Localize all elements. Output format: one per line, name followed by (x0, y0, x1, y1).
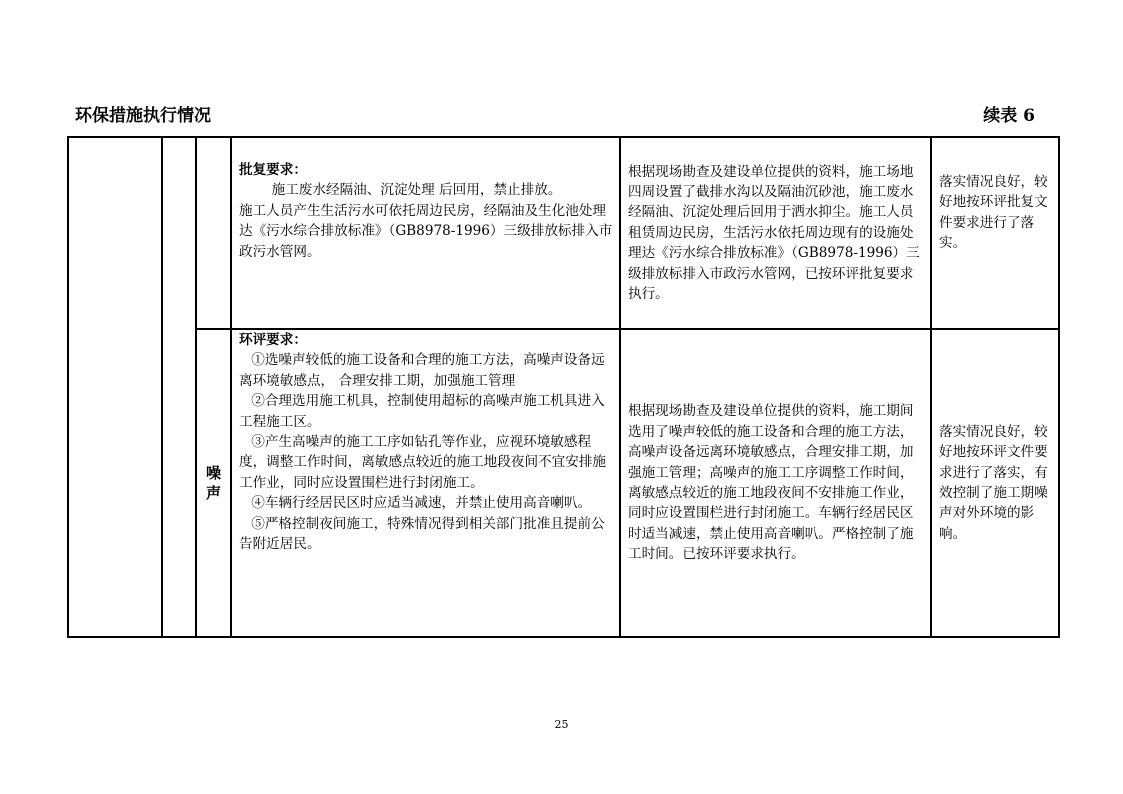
requirement-cell (231, 329, 620, 637)
page-number: 25 (554, 718, 569, 731)
requirement-line: ③产生高噪声的施工工序如钻孔等作业，应视环境敏感程度，调整工作时间，离敏感点较近的施工地段夜间不宜安排施工作业，同时应设置围栏进行封闭施工。 (239, 434, 607, 491)
table-row (68, 329, 1059, 637)
page-title: 环保措施执行情况 (75, 106, 211, 126)
requirement-title: 批复要求： (239, 162, 307, 178)
requirement-line: 施工废水经隔油、沉淀处理 后回用，禁止排放。 (271, 182, 562, 199)
requirement-line: ②合理选用施工机具，控制使用超标的高噪声施工机具进入工程施工区。 (239, 393, 605, 430)
category-cell (196, 329, 231, 637)
requirement-title: 环评要求： (239, 332, 307, 348)
requirement-line: ④车辆行经居民区时应适当减速，并禁止使用高音喇叭。 (251, 495, 592, 512)
requirement-line: ①选噪声较低的施工设备和合理的施工方法，高噪声设备远离环境敏感点， 合理安排工期，加强施工管理 (239, 352, 605, 389)
continuation-label: 续表 6 (983, 106, 1035, 126)
requirement-line: 施工人员产生生活污水可依托周边民房，经隔油及生化池处理达《污水综合排放标准》（GB8978-1996）三级排放标排入市政污水管网。 (239, 202, 613, 260)
implementation-cell: 根据现场勘查及建设单位提供的资料，施工场地四周设置了截排水沟以及隔油沉砂池，施工废水经隔油、沉淀处理后回用于洒水抑尘。施工人员租赁周边民房，生活污水依托周边现有的设施处理达《污水综合排放标准》（GB8978-1996）三级排放标排入市政污水管网，已按环评批复要求执行。 (620, 137, 931, 329)
result-cell: 落实情况良好，较好地按环评批复文件要求进行了落实。 (931, 137, 1059, 329)
result-cell: 落实情况良好，较好地按环评文件要求进行了落实，有效控制了施工期噪声对外环境的影响。 (931, 329, 1059, 637)
category-char: 噪 (205, 464, 221, 482)
table-row (68, 137, 1059, 329)
category-cell (196, 137, 231, 329)
requirement-cell (231, 137, 620, 329)
measures-table (67, 136, 1060, 638)
category-char: 声 (205, 484, 221, 502)
requirement-line: ⑤严格控制夜间施工，特殊情况得到相关部门批准且提前公告附近居民。 (239, 515, 605, 553)
blank-cell (162, 137, 196, 637)
implementation-cell: 根据现场勘查及建设单位提供的资料，施工期间选用了噪声较低的施工设备和合理的施工方法，高噪声设备远离环境敏感点，合理安排工期，加强施工管理；高噪声的施工工序调整工作时间，离敏感点较近的施工地段夜间不安排施工作业，同时应设置围栏进行封闭施工。车辆行经居民区时适当减速，禁止使用高音喇叭。严格控制了施工时间。已按环评要求执行。 (620, 329, 931, 637)
blank-cell (68, 137, 162, 637)
